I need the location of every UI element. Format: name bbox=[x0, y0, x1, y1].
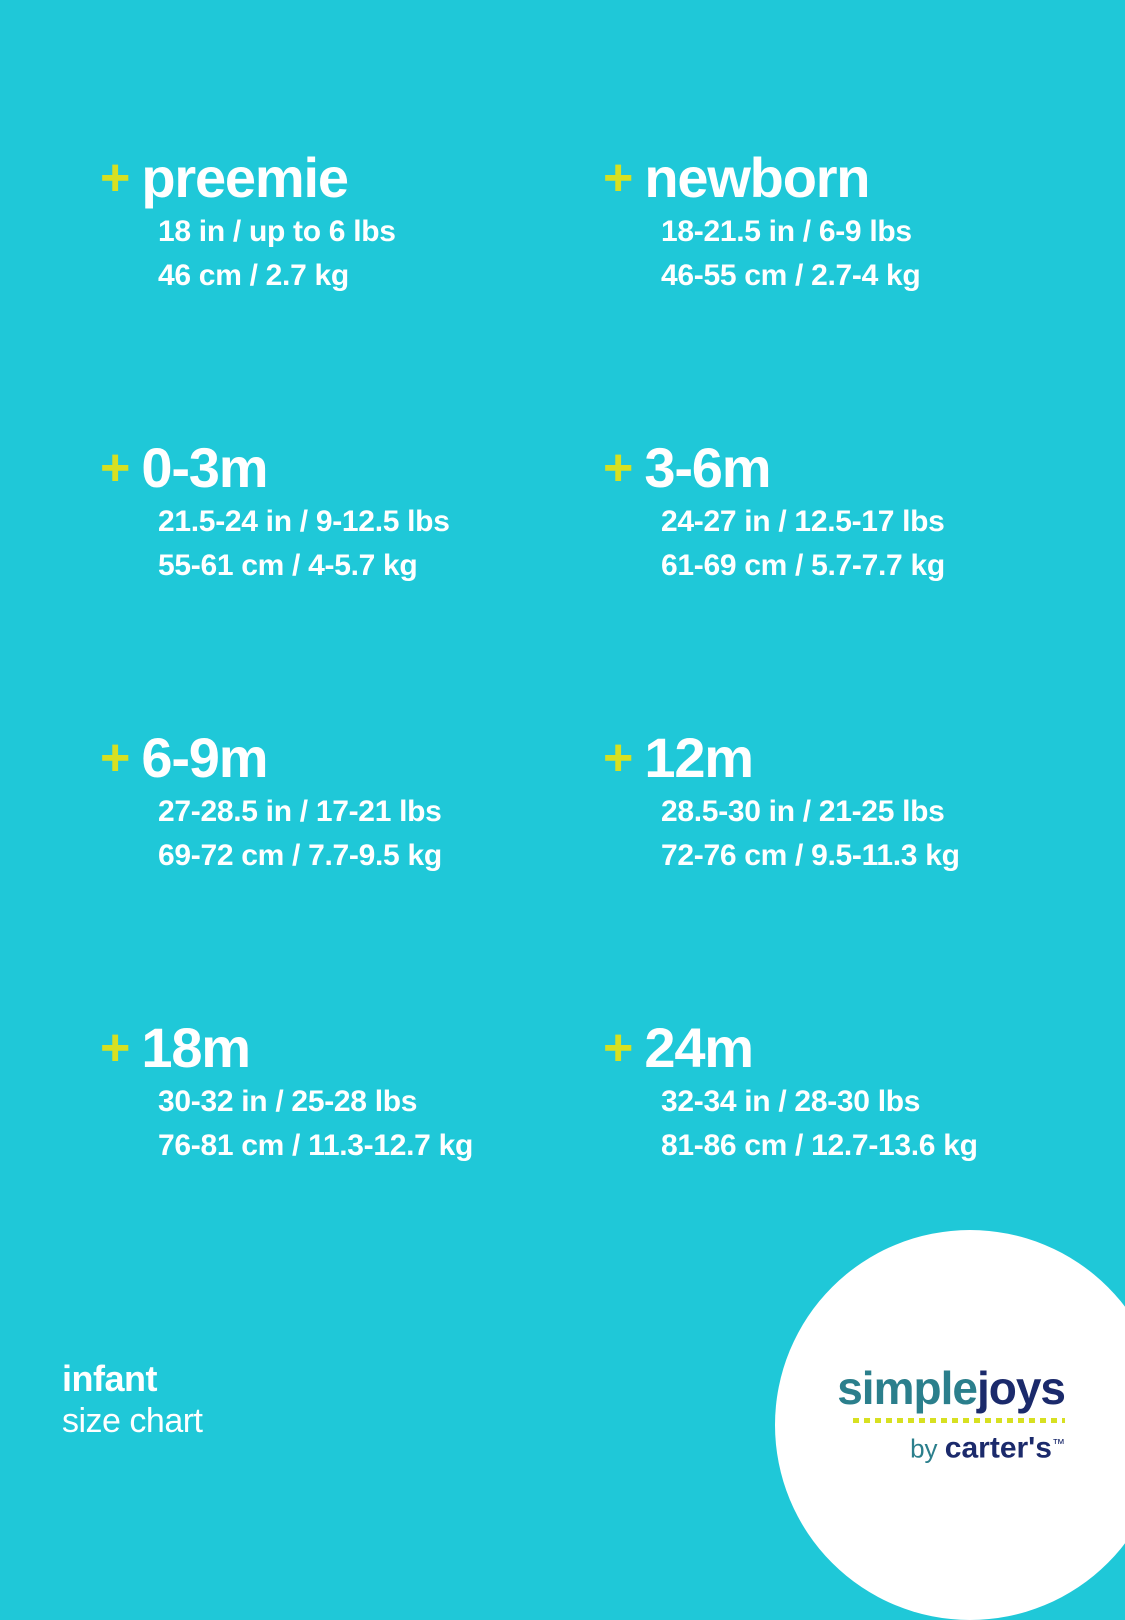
size-label: 24m bbox=[644, 1016, 753, 1079]
size-label: 3-6m bbox=[644, 436, 771, 499]
brand-word-joys: joys bbox=[976, 1362, 1065, 1415]
size-metric: 46-55 cm / 2.7-4 kg bbox=[661, 259, 921, 292]
size-imperial: 30-32 in / 25-28 lbs bbox=[158, 1085, 418, 1118]
size-metric: 72-76 cm / 9.5-11.3 kg bbox=[661, 839, 960, 872]
size-entry-18m bbox=[0, 1016, 545, 1210]
size-imperial: 21.5-24 in / 9-12.5 lbs bbox=[158, 505, 450, 538]
size-entry-12m bbox=[545, 726, 1065, 1020]
brand-dotted-rule bbox=[853, 1418, 1065, 1423]
plus-icon: + bbox=[603, 439, 633, 497]
size-entry-0-3m bbox=[0, 436, 545, 730]
size-heading bbox=[603, 1016, 1065, 1079]
size-heading bbox=[100, 726, 545, 789]
chart-footer bbox=[62, 1358, 203, 1442]
page-title: infant bbox=[62, 1358, 157, 1399]
size-entry-6-9m bbox=[0, 726, 545, 1020]
size-metric: 61-69 cm / 5.7-7.7 kg bbox=[661, 549, 945, 582]
size-heading bbox=[100, 436, 545, 499]
size-label: newborn bbox=[644, 146, 870, 209]
size-imperial: 18 in / up to 6 lbs bbox=[158, 215, 396, 248]
size-imperial: 27-28.5 in / 17-21 lbs bbox=[158, 795, 442, 828]
brand-by-label: by bbox=[910, 1434, 938, 1464]
size-metric: 76-81 cm / 11.3-12.7 kg bbox=[158, 1129, 473, 1162]
plus-icon: + bbox=[100, 1019, 130, 1077]
brand-word-simple: simple bbox=[837, 1362, 977, 1415]
size-metric: 46 cm / 2.7 kg bbox=[158, 259, 349, 292]
size-label: 6-9m bbox=[141, 726, 268, 789]
size-metric: 69-72 cm / 7.7-9.5 kg bbox=[158, 839, 442, 872]
size-imperial: 18-21.5 in / 6-9 lbs bbox=[661, 215, 912, 248]
size-label: 12m bbox=[644, 726, 753, 789]
plus-icon: + bbox=[100, 729, 130, 787]
size-grid bbox=[0, 146, 1125, 1210]
size-entry-preemie bbox=[0, 146, 545, 440]
size-imperial: 28.5-30 in / 21-25 lbs bbox=[661, 795, 945, 828]
brand-byline bbox=[765, 1429, 1065, 1464]
size-label: preemie bbox=[141, 146, 348, 209]
plus-icon: + bbox=[100, 149, 130, 207]
trademark-icon: ™ bbox=[1052, 1436, 1065, 1452]
size-heading bbox=[100, 1016, 545, 1079]
size-heading bbox=[603, 146, 1065, 209]
plus-icon: + bbox=[100, 439, 130, 497]
page-subtitle: size chart bbox=[62, 1402, 203, 1440]
size-heading bbox=[603, 726, 1065, 789]
plus-icon: + bbox=[603, 729, 633, 787]
plus-icon: + bbox=[603, 1019, 633, 1077]
size-heading bbox=[100, 146, 545, 209]
size-imperial: 24-27 in / 12.5-17 lbs bbox=[661, 505, 945, 538]
size-entry-3-6m bbox=[545, 436, 1065, 730]
size-entry-newborn bbox=[545, 146, 1065, 440]
plus-icon: + bbox=[603, 149, 633, 207]
size-heading bbox=[603, 436, 1065, 499]
size-metric: 81-86 cm / 12.7-13.6 kg bbox=[661, 1129, 978, 1162]
brand-carters-label: carter's bbox=[944, 1432, 1052, 1465]
size-metric: 55-61 cm / 4-5.7 kg bbox=[158, 549, 418, 582]
size-imperial: 32-34 in / 28-30 lbs bbox=[661, 1085, 921, 1118]
brand-logo bbox=[765, 1364, 1065, 1464]
size-label: 18m bbox=[141, 1016, 250, 1079]
brand-wordmark bbox=[765, 1362, 1065, 1415]
size-entry-24m bbox=[545, 1016, 1065, 1210]
size-label: 0-3m bbox=[141, 436, 268, 499]
